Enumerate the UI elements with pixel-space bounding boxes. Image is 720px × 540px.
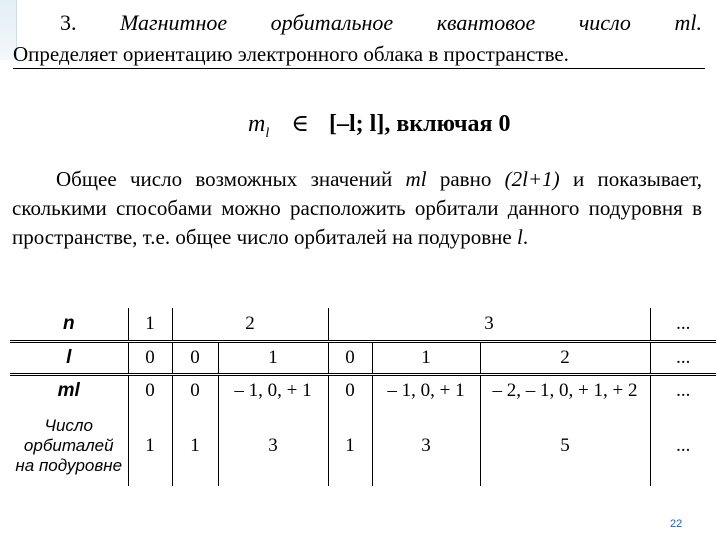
table-cell: ... <box>650 308 716 342</box>
table-cell: 0 <box>172 375 218 407</box>
table-cell: 2 <box>480 342 650 375</box>
heading-word: ml. <box>674 10 702 35</box>
table-cell: 0 <box>328 375 372 407</box>
element-of-symbol: ∈ <box>291 111 309 137</box>
table-cell: 0 <box>328 342 372 375</box>
table-cell: 1 <box>128 308 172 342</box>
quantum-numbers-table <box>10 308 716 486</box>
heading-subtitle: Определяет ориентацию электронного облака в пространстве. <box>13 40 705 69</box>
table-cell: 1 <box>128 406 172 486</box>
table-cell: 1 <box>218 342 328 375</box>
table-cell: 3 <box>328 308 650 342</box>
table-cell: 3 <box>372 406 480 486</box>
heading-word: квантовое <box>436 10 536 35</box>
table-cell: ... <box>676 435 691 456</box>
table-row <box>10 308 716 342</box>
table-cell: – 1, 0, + 1 <box>372 375 480 407</box>
table-cell: 0 <box>128 342 172 375</box>
table-cell: 1 <box>372 342 480 375</box>
table-cell: 2 <box>172 308 328 342</box>
row-label-l: l <box>10 342 128 375</box>
row-label-ml: ml <box>10 375 128 407</box>
row-label-orbital-count: Число орбиталей на подуровне <box>10 406 128 486</box>
heading-title <box>60 8 702 38</box>
table-cell: 1 <box>328 406 372 486</box>
table-cell: ... <box>650 342 716 375</box>
page-number: 22 <box>670 518 683 530</box>
table-row <box>10 342 716 375</box>
table-cell: ... <box>676 380 691 401</box>
formula-ml: $m_l$ <box>248 111 270 141</box>
heading-word: орбитальное <box>270 10 394 35</box>
formula-range: [–l; l], включая 0 <box>329 111 511 137</box>
heading-word: Магнитное <box>120 10 228 35</box>
table-row <box>10 406 716 486</box>
table-cell: – 2, – 1, 0, + 1, + 2 <box>480 375 650 407</box>
table-cell: 5 <box>480 406 650 486</box>
table-cell: – 1, 0, + 1 <box>218 375 328 407</box>
explanation-paragraph: Общее число возможных значений ml равно (2l+1) и показывает, сколькими способами можно расположить орбитали данного подуровня в пространстве, т.е. общее число орбиталей на подуровне l. <box>12 167 702 249</box>
formula <box>248 106 511 142</box>
table-cell: 0 <box>172 342 218 375</box>
heading-number: 3. <box>60 10 77 35</box>
table-row <box>10 375 716 407</box>
heading-word: число <box>578 10 631 35</box>
table-cell: 0 <box>128 375 172 407</box>
table-cell: 1 <box>172 406 218 486</box>
table-cell: 3 <box>218 406 328 486</box>
row-label-n: n <box>10 308 128 342</box>
